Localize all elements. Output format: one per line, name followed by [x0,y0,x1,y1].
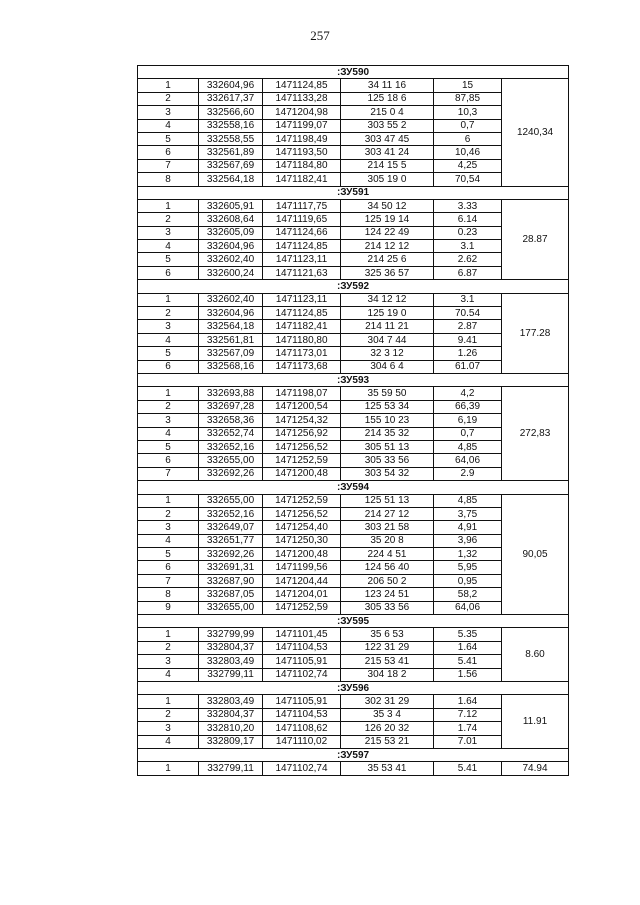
x-coordinate-cell: 332617,37 [199,92,263,105]
direction-angle-cell: 123 24 51 [341,588,434,601]
x-coordinate-cell: 332652,16 [199,440,263,453]
distance-cell: 3.1 [434,293,502,306]
distance-cell: 6 [434,132,502,145]
distance-cell: 70.54 [434,307,502,320]
x-coordinate-cell: 332652,16 [199,507,263,520]
y-coordinate-cell: 1471173,68 [263,360,341,373]
area-cell: 28.87 [502,199,569,279]
y-coordinate-cell: 1471124,85 [263,240,341,253]
direction-angle-cell: 214 15 5 [341,159,434,172]
point-number-cell: 1 [138,762,199,775]
point-number-cell: 1 [138,199,199,212]
x-coordinate-cell: 332604,96 [199,240,263,253]
direction-angle-cell: 305 19 0 [341,173,434,186]
y-coordinate-cell: 1471204,98 [263,106,341,119]
x-coordinate-cell: 332691,31 [199,561,263,574]
x-coordinate-cell: 332558,16 [199,119,263,132]
direction-angle-cell: 35 3 4 [341,708,434,721]
table-row [138,762,569,775]
y-coordinate-cell: 1471124,85 [263,307,341,320]
point-number-cell: 7 [138,467,199,480]
distance-cell: 6,19 [434,414,502,427]
y-coordinate-cell: 1471101,45 [263,628,341,641]
direction-angle-cell: 215 53 41 [341,655,434,668]
point-number-cell: 4 [138,668,199,681]
direction-angle-cell: 125 53 34 [341,400,434,413]
distance-cell: 3.1 [434,240,502,253]
y-coordinate-cell: 1471182,41 [263,320,341,333]
distance-cell: 5,95 [434,561,502,574]
distance-cell: 4,25 [434,159,502,172]
point-number-cell: 5 [138,347,199,360]
direction-angle-cell: 304 18 2 [341,668,434,681]
distance-cell: 7.01 [434,735,502,748]
point-number-cell: 5 [138,132,199,145]
y-coordinate-cell: 1471184,80 [263,159,341,172]
direction-angle-cell: 35 59 50 [341,387,434,400]
point-number-cell: 4 [138,534,199,547]
point-number-cell: 3 [138,414,199,427]
direction-angle-cell: 303 47 45 [341,132,434,145]
distance-cell: 2.9 [434,467,502,480]
area-cell: 272,83 [502,387,569,481]
y-coordinate-cell: 1471182,41 [263,173,341,186]
direction-angle-cell: 34 50 12 [341,199,434,212]
section-title: :ЗУ593 [138,373,569,386]
direction-angle-cell: 303 54 32 [341,467,434,480]
distance-cell: 0.23 [434,226,502,239]
y-coordinate-cell: 1471121,63 [263,266,341,279]
section-header-row [138,615,569,628]
y-coordinate-cell: 1471173,01 [263,347,341,360]
distance-cell: 0,7 [434,427,502,440]
distance-cell: 1.74 [434,722,502,735]
distance-cell: 4,85 [434,440,502,453]
x-coordinate-cell: 332605,91 [199,199,263,212]
direction-angle-cell: 303 55 2 [341,119,434,132]
section-header-row [138,481,569,494]
x-coordinate-cell: 332561,89 [199,146,263,159]
distance-cell: 64,06 [434,601,502,614]
x-coordinate-cell: 332809,17 [199,735,263,748]
point-number-cell: 7 [138,159,199,172]
point-number-cell: 4 [138,240,199,253]
distance-cell: 58,2 [434,588,502,601]
distance-cell: 5.41 [434,762,502,775]
y-coordinate-cell: 1471256,52 [263,507,341,520]
distance-cell: 5.35 [434,628,502,641]
x-coordinate-cell: 332799,11 [199,668,263,681]
y-coordinate-cell: 1471200,54 [263,400,341,413]
point-number-cell: 6 [138,146,199,159]
distance-cell: 66,39 [434,400,502,413]
point-number-cell: 2 [138,92,199,105]
y-coordinate-cell: 1471252,59 [263,454,341,467]
coordinates-table [137,65,569,776]
direction-angle-cell: 215 53 21 [341,735,434,748]
y-coordinate-cell: 1471200,48 [263,467,341,480]
x-coordinate-cell: 332651,77 [199,534,263,547]
point-number-cell: 4 [138,735,199,748]
y-coordinate-cell: 1471198,49 [263,132,341,145]
distance-cell: 4,85 [434,494,502,507]
x-coordinate-cell: 332804,37 [199,708,263,721]
direction-angle-cell: 303 41 24 [341,146,434,159]
distance-cell: 2.87 [434,320,502,333]
table-row [138,79,569,92]
y-coordinate-cell: 1471123,11 [263,293,341,306]
point-number-cell: 4 [138,119,199,132]
y-coordinate-cell: 1471252,59 [263,494,341,507]
distance-cell: 1.64 [434,695,502,708]
direction-angle-cell: 305 51 13 [341,440,434,453]
direction-angle-cell: 214 27 12 [341,507,434,520]
y-coordinate-cell: 1471104,53 [263,641,341,654]
y-coordinate-cell: 1471124,85 [263,79,341,92]
y-coordinate-cell: 1471254,40 [263,521,341,534]
distance-cell: 3,75 [434,507,502,520]
section-title: :ЗУ597 [138,748,569,761]
direction-angle-cell: 302 31 29 [341,695,434,708]
table-row [138,199,569,212]
distance-cell: 1,32 [434,548,502,561]
x-coordinate-cell: 332602,40 [199,253,263,266]
y-coordinate-cell: 1471110,02 [263,735,341,748]
distance-cell: 6.14 [434,213,502,226]
direction-angle-cell: 124 56 40 [341,561,434,574]
x-coordinate-cell: 332600,24 [199,266,263,279]
direction-angle-cell: 125 51 13 [341,494,434,507]
point-number-cell: 6 [138,266,199,279]
distance-cell: 3,96 [434,534,502,547]
distance-cell: 5.41 [434,655,502,668]
distance-cell: 7.12 [434,708,502,721]
x-coordinate-cell: 332564,18 [199,320,263,333]
area-cell: 8.60 [502,628,569,682]
y-coordinate-cell: 1471200,48 [263,548,341,561]
distance-cell: 4,2 [434,387,502,400]
section-header-row [138,681,569,694]
point-number-cell: 6 [138,360,199,373]
area-cell: 1240,34 [502,79,569,186]
table-row [138,494,569,507]
section-title: :ЗУ594 [138,481,569,494]
x-coordinate-cell: 332649,07 [199,521,263,534]
direction-angle-cell: 214 11 21 [341,320,434,333]
distance-cell: 10,3 [434,106,502,119]
direction-angle-cell: 125 19 0 [341,307,434,320]
point-number-cell: 1 [138,628,199,641]
direction-angle-cell: 206 50 2 [341,574,434,587]
y-coordinate-cell: 1471108,62 [263,722,341,735]
direction-angle-cell: 35 6 53 [341,628,434,641]
table-row [138,695,569,708]
distance-cell: 3.33 [434,199,502,212]
distance-cell: 4,91 [434,521,502,534]
x-coordinate-cell: 332692,26 [199,548,263,561]
direction-angle-cell: 126 20 32 [341,722,434,735]
direction-angle-cell: 214 35 32 [341,427,434,440]
x-coordinate-cell: 332567,69 [199,159,263,172]
section-title: :ЗУ595 [138,615,569,628]
direction-angle-cell: 214 25 6 [341,253,434,266]
point-number-cell: 2 [138,708,199,721]
point-number-cell: 3 [138,106,199,119]
direction-angle-cell: 305 33 56 [341,601,434,614]
direction-angle-cell: 305 33 56 [341,454,434,467]
x-coordinate-cell: 332692,26 [199,467,263,480]
section-header-row [138,280,569,293]
direction-angle-cell: 214 12 12 [341,240,434,253]
direction-angle-cell: 122 31 29 [341,641,434,654]
y-coordinate-cell: 1471123,11 [263,253,341,266]
x-coordinate-cell: 332687,90 [199,574,263,587]
section-header-row [138,186,569,199]
x-coordinate-cell: 332803,49 [199,655,263,668]
point-number-cell: 1 [138,293,199,306]
distance-cell: 9.41 [434,333,502,346]
y-coordinate-cell: 1471199,07 [263,119,341,132]
direction-angle-cell: 34 11 16 [341,79,434,92]
point-number-cell: 2 [138,641,199,654]
x-coordinate-cell: 332608,64 [199,213,263,226]
y-coordinate-cell: 1471117,75 [263,199,341,212]
x-coordinate-cell: 332803,49 [199,695,263,708]
distance-cell: 2.62 [434,253,502,266]
direction-angle-cell: 325 36 57 [341,266,434,279]
y-coordinate-cell: 1471193,50 [263,146,341,159]
direction-angle-cell: 125 18 6 [341,92,434,105]
section-header-row [138,66,569,79]
section-title: :ЗУ590 [138,66,569,79]
x-coordinate-cell: 332697,28 [199,400,263,413]
point-number-cell: 3 [138,521,199,534]
direction-angle-cell: 303 21 58 [341,521,434,534]
distance-cell: 0,95 [434,574,502,587]
area-cell: 11.91 [502,695,569,749]
x-coordinate-cell: 332799,11 [199,762,263,775]
table-row [138,387,569,400]
direction-angle-cell: 215 0 4 [341,106,434,119]
point-number-cell: 8 [138,588,199,601]
x-coordinate-cell: 332658,36 [199,414,263,427]
section-header-row [138,373,569,386]
x-coordinate-cell: 332558,55 [199,132,263,145]
distance-cell: 1.26 [434,347,502,360]
point-number-cell: 6 [138,454,199,467]
x-coordinate-cell: 332602,40 [199,293,263,306]
x-coordinate-cell: 332604,96 [199,307,263,320]
point-number-cell: 5 [138,548,199,561]
distance-cell: 0,7 [434,119,502,132]
point-number-cell: 2 [138,213,199,226]
y-coordinate-cell: 1471256,92 [263,427,341,440]
x-coordinate-cell: 332687,05 [199,588,263,601]
section-title: :ЗУ592 [138,280,569,293]
point-number-cell: 2 [138,507,199,520]
y-coordinate-cell: 1471119,65 [263,213,341,226]
y-coordinate-cell: 1471180,80 [263,333,341,346]
distance-cell: 6.87 [434,266,502,279]
point-number-cell: 3 [138,320,199,333]
direction-angle-cell: 304 6 4 [341,360,434,373]
x-coordinate-cell: 332655,00 [199,494,263,507]
y-coordinate-cell: 1471204,01 [263,588,341,601]
distance-cell: 87,85 [434,92,502,105]
direction-angle-cell: 155 10 23 [341,414,434,427]
area-cell: 74.94 [502,762,569,775]
y-coordinate-cell: 1471254,32 [263,414,341,427]
y-coordinate-cell: 1471104,53 [263,708,341,721]
x-coordinate-cell: 332567,09 [199,347,263,360]
point-number-cell: 1 [138,695,199,708]
direction-angle-cell: 124 22 49 [341,226,434,239]
point-number-cell: 1 [138,387,199,400]
x-coordinate-cell: 332564,18 [199,173,263,186]
x-coordinate-cell: 332655,00 [199,454,263,467]
x-coordinate-cell: 332810,20 [199,722,263,735]
table-row [138,628,569,641]
direction-angle-cell: 35 20 8 [341,534,434,547]
section-title: :ЗУ596 [138,681,569,694]
x-coordinate-cell: 332566,60 [199,106,263,119]
point-number-cell: 7 [138,574,199,587]
y-coordinate-cell: 1471102,74 [263,668,341,681]
point-number-cell: 4 [138,333,199,346]
distance-cell: 1.56 [434,668,502,681]
point-number-cell: 3 [138,655,199,668]
direction-angle-cell: 34 12 12 [341,293,434,306]
x-coordinate-cell: 332693,88 [199,387,263,400]
direction-angle-cell: 125 19 14 [341,213,434,226]
x-coordinate-cell: 332568,16 [199,360,263,373]
distance-cell: 1.64 [434,641,502,654]
section-header-row [138,748,569,761]
direction-angle-cell: 304 7 44 [341,333,434,346]
point-number-cell: 5 [138,253,199,266]
x-coordinate-cell: 332604,96 [199,79,263,92]
y-coordinate-cell: 1471256,52 [263,440,341,453]
distance-cell: 64,06 [434,454,502,467]
section-title: :ЗУ591 [138,186,569,199]
point-number-cell: 1 [138,79,199,92]
y-coordinate-cell: 1471133,28 [263,92,341,105]
distance-cell: 61.07 [434,360,502,373]
y-coordinate-cell: 1471105,91 [263,655,341,668]
y-coordinate-cell: 1471105,91 [263,695,341,708]
x-coordinate-cell: 332605,09 [199,226,263,239]
y-coordinate-cell: 1471204,44 [263,574,341,587]
point-number-cell: 8 [138,173,199,186]
distance-cell: 70,54 [434,173,502,186]
point-number-cell: 6 [138,561,199,574]
x-coordinate-cell: 332655,00 [199,601,263,614]
point-number-cell: 5 [138,440,199,453]
distance-cell: 15 [434,79,502,92]
table-row [138,293,569,306]
point-number-cell: 2 [138,307,199,320]
x-coordinate-cell: 332652,74 [199,427,263,440]
area-cell: 177.28 [502,293,569,373]
point-number-cell: 3 [138,226,199,239]
x-coordinate-cell: 332799,99 [199,628,263,641]
page-number: 257 [310,28,330,43]
x-coordinate-cell: 332561,81 [199,333,263,346]
direction-angle-cell: 224 4 51 [341,548,434,561]
area-cell: 90,05 [502,494,569,615]
y-coordinate-cell: 1471250,30 [263,534,341,547]
point-number-cell: 1 [138,494,199,507]
point-number-cell: 3 [138,722,199,735]
direction-angle-cell: 32 3 12 [341,347,434,360]
y-coordinate-cell: 1471124,66 [263,226,341,239]
y-coordinate-cell: 1471252,59 [263,601,341,614]
direction-angle-cell: 35 53 41 [341,762,434,775]
y-coordinate-cell: 1471199,56 [263,561,341,574]
x-coordinate-cell: 332804,37 [199,641,263,654]
y-coordinate-cell: 1471102,74 [263,762,341,775]
point-number-cell: 2 [138,400,199,413]
point-number-cell: 4 [138,427,199,440]
point-number-cell: 9 [138,601,199,614]
distance-cell: 10,46 [434,146,502,159]
y-coordinate-cell: 1471198,07 [263,387,341,400]
